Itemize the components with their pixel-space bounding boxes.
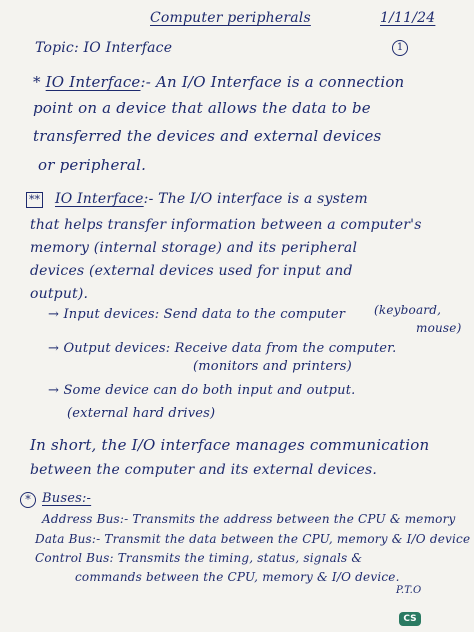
summary-line: between the computer and its external devices. <box>30 462 378 478</box>
page-number-badge: 1 <box>392 40 408 56</box>
def2-line: that helps transfer information between a computer's <box>30 217 422 233</box>
def1-line: point on a device that allows the data to be <box>33 99 371 117</box>
buses-heading: Buses:- <box>42 491 92 506</box>
arrow-right-icon: → <box>48 341 60 356</box>
def2-line: devices (external devices used for input and <box>30 263 353 279</box>
buses-marker: * <box>20 492 36 508</box>
arrow-right-icon: → <box>48 383 60 398</box>
def1-line: or peripheral. <box>38 156 147 174</box>
def2-line: :- The I/O interface is a system <box>143 191 368 207</box>
input-examples-cont: mouse) <box>416 321 462 335</box>
def2-first-line <box>55 191 368 207</box>
buses-line: Data Bus:- Transmit the data between the CPU, memory & I/O device <box>35 532 471 546</box>
both-examples: (external hard drives) <box>67 406 216 421</box>
page-title: Computer peripherals <box>150 10 311 26</box>
pto-note: P.T.O <box>396 585 422 596</box>
topic-heading: Topic: IO Interface <box>35 40 173 56</box>
def2-line: output). <box>30 286 89 302</box>
bullet-input-devices: → Input devices: Send data to the computer <box>48 307 346 322</box>
bullet-output-devices: → Output devices: Receive data from the computer. <box>48 341 397 356</box>
buses-line: Control Bus: Transmits the timing, status, signals & <box>35 551 363 565</box>
def1-line: :- An I/O Interface is a connection <box>140 73 405 91</box>
def1-block <box>33 73 404 91</box>
scanner-logo: CS <box>399 612 421 626</box>
def2-marker-box: ** <box>26 192 43 208</box>
bullet-both-devices: → Some device can do both input and output. <box>48 383 356 398</box>
output-examples: (monitors and printers) <box>193 359 352 374</box>
def2-term: IO Interface <box>55 191 144 207</box>
summary-line: In short, the I/O interface manages communication <box>30 436 430 454</box>
buses-line: commands between the CPU, memory & I/O device. <box>75 570 400 584</box>
arrow-right-icon: → <box>48 307 60 322</box>
def2-line: memory (internal storage) and its peripheral <box>30 240 358 256</box>
def1-marker: * <box>33 73 41 91</box>
page-date: 1/11/24 <box>380 10 436 26</box>
def1-line: transferred the devices and external devices <box>33 127 382 145</box>
input-examples: (keyboard, <box>374 303 442 317</box>
buses-line: Address Bus:- Transmits the address between the CPU & memory <box>42 512 456 526</box>
def1-term: IO Interface <box>45 73 141 91</box>
